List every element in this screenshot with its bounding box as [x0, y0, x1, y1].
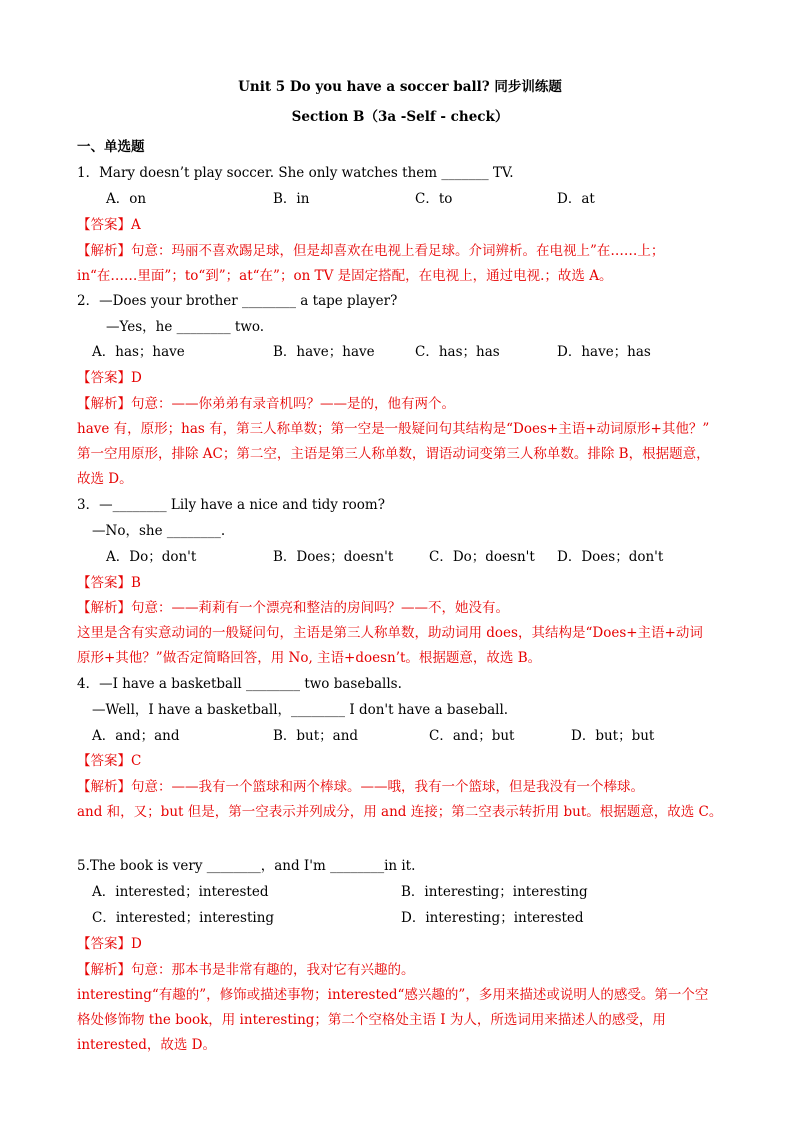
question-2-stem-reply: —Yes，he ________ two.: [106, 319, 265, 335]
q1-option-d: D．at: [557, 191, 595, 207]
q5-option-a: A．interested；interested: [92, 884, 269, 900]
q3-answer: 【答案】B: [77, 575, 141, 591]
q3-analysis-line: 【解析】句意：——莉莉有一个漂亮和整洁的房间吗？——不，她没有。: [77, 600, 509, 616]
q4-option-c: C．and；but: [429, 728, 515, 744]
q2-answer: 【答案】D: [77, 370, 142, 386]
q3-analysis-line: 原形+其他？”做否定简略回答，用 No, 主语+doesn’t。根据题意，故选 B。: [77, 650, 542, 666]
q2-option-c: C．has；has: [415, 344, 500, 360]
q4-option-d: D．but；but: [571, 728, 655, 744]
q2-analysis-line: 第一空用原形，排除 AC；第二空，主语是第三人称单数，谓语动词变第三人称单数。排除 B，根据题意，: [77, 446, 710, 462]
q2-analysis-line: have 有，原形；has 有，第三人称单数；第一空是一般疑问句其结构是“Does+主语+动词原形+其他？”: [77, 421, 710, 437]
page-subtitle: Section B（3a -Self - check）: [291, 109, 509, 125]
section-heading: 一、单选题: [77, 139, 145, 155]
q4-answer: 【答案】C: [77, 753, 142, 769]
question-3-stem: 3．—________ Lily have a nice and tidy room?: [77, 497, 385, 513]
q3-option-a: A．Do；don't: [106, 549, 197, 565]
q2-option-a: A．has；have: [92, 344, 185, 360]
question-4-stem-reply: —Well，I have a basketball，________ I don't have a baseball.: [92, 702, 509, 718]
q3-option-b: B．Does；doesn't: [273, 549, 394, 565]
q5-analysis-line: interested，故选 D。: [77, 1037, 216, 1053]
q4-option-a: A．and；and: [92, 728, 180, 744]
q1-analysis-line: 【解析】句意：玛丽不喜欢踢足球，但是却喜欢在电视上看足球。介词辨析。在电视上”在……上；: [77, 243, 665, 259]
q1-option-a: A．on: [106, 191, 147, 207]
question-2-stem: 2．—Does your brother ________ a tape player?: [77, 293, 398, 309]
q5-analysis-line: 【解析】句意：那本书是非常有趣的，我对它有兴趣的。: [77, 962, 415, 978]
question-1-stem: 1．Mary doesn’t play soccer. She only watches them _______ TV.: [77, 165, 514, 181]
q5-analysis-line: interesting“有趣的”，修饰或描述事物；interested“感兴趣的”，多用来描述或说明人的感受。第一个空: [77, 987, 709, 1003]
q5-option-c: C．interested；interesting: [92, 910, 275, 926]
q1-option-c: C．to: [415, 191, 453, 207]
q3-option-c: C．Do；doesn't: [429, 549, 535, 565]
page-title: Unit 5 Do you have a soccer ball? 同步训练题: [238, 79, 562, 95]
q5-answer: 【答案】D: [77, 936, 142, 952]
q5-analysis-line: 格处修饰物 the book，用 interesting；第二个空格处主语 I 为人，所选词用来描述人的感受，用: [77, 1012, 666, 1028]
q3-analysis-line: 这里是含有实意动词的一般疑问句，主语是第三人称单数，助动词用 does，其结构是“Does+主语+动词: [77, 625, 703, 641]
q4-option-b: B．but；and: [273, 728, 359, 744]
question-5-stem: 5.The book is very ________，and I'm ________in it.: [77, 858, 416, 874]
q3-option-d: D．Does；don't: [557, 549, 664, 565]
question-4-stem: 4．—I have a basketball ________ two baseballs.: [77, 676, 402, 692]
q2-option-b: B．have；have: [273, 344, 375, 360]
q1-answer: 【答案】A: [77, 217, 141, 233]
q2-option-d: D．have；has: [557, 344, 651, 360]
q1-option-b: B．in: [273, 191, 310, 207]
q4-analysis-line: 【解析】句意：——我有一个篮球和两个棒球。——哦，我有一个篮球，但是我没有一个棒球。: [77, 779, 644, 795]
q2-analysis-line: 【解析】句意：——你弟弟有录音机吗？——是的，他有两个。: [77, 396, 455, 412]
q1-analysis-line: in“在……里面”；to“到”；at“在”；on TV 是固定搭配，在电视上，通过电视.；故选 A。: [77, 268, 613, 284]
q5-option-b: B．interesting；interesting: [401, 884, 588, 900]
q2-analysis-line: 故选 D。: [77, 471, 133, 487]
q4-analysis-line: and 和，又；but 但是，第一空表示并列成分，用 and 连接；第二空表示转折用 but。根据题意，故选 C。: [77, 804, 723, 820]
q5-option-d: D．interesting；interested: [401, 910, 584, 926]
question-3-stem-reply: —No，she ________.: [92, 523, 226, 539]
